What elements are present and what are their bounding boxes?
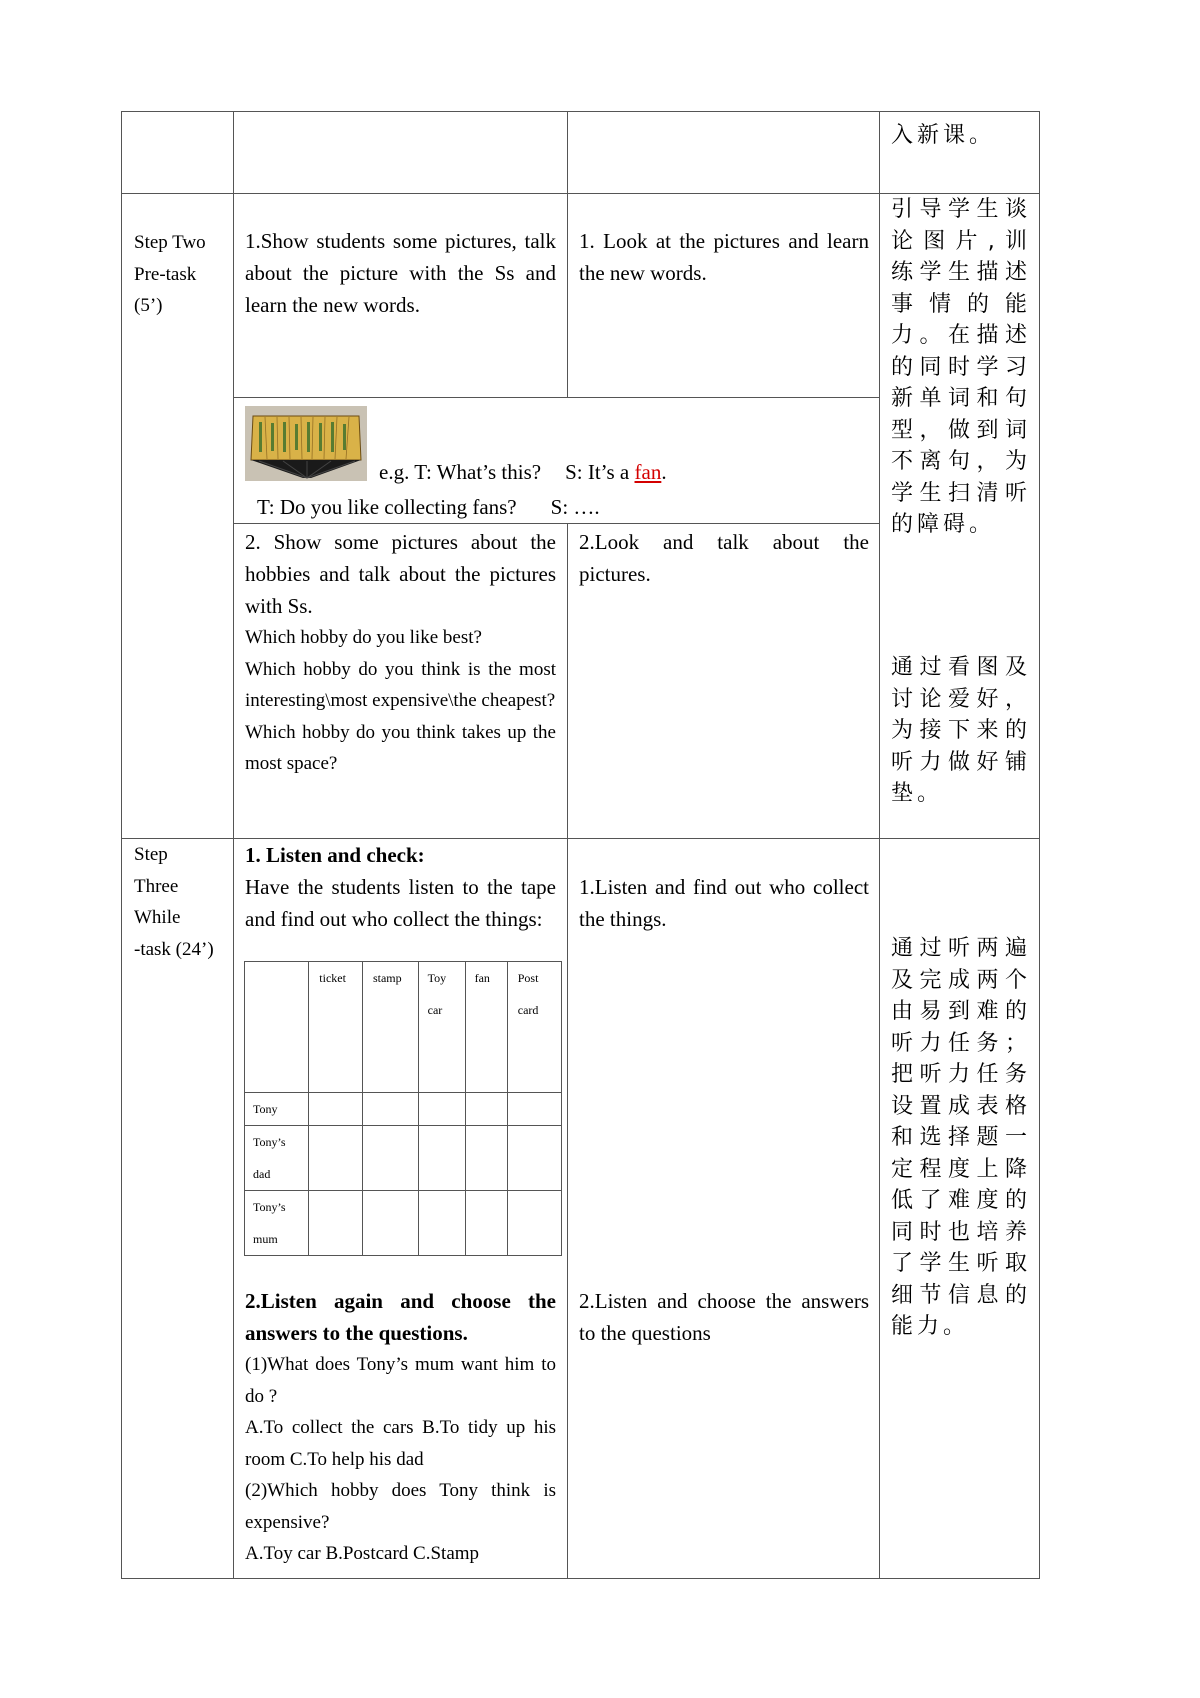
step-two-teacher-1-cell [233, 193, 568, 398]
table-header-ticket [309, 962, 363, 1093]
table-cell[interactable] [465, 1126, 507, 1191]
table-row [245, 1126, 562, 1191]
question-1: Which hobby do you like best? [245, 627, 482, 648]
table-cell[interactable] [507, 1191, 561, 1256]
step-three-student-2-text: 2.Listen and choose the answers to the questions [579, 1289, 869, 1345]
step-two-reason-1: 引导学生谈论图片,训练学生描述事情的能力。在描述的同时学习新单词和句型，做到词不离句，为学生扫清听的障碍。 [891, 197, 1031, 537]
step-two-teacher-2-text: 2. Show some pictures about the hobbies and talk about the pictures with Ss. [245, 530, 556, 618]
step-two-teacher-1-text: 1.Show students some pictures, talk about the picture with the Ss and learn the new words. [245, 229, 556, 317]
step-two-student-1-cell [567, 193, 880, 398]
table-header-toy-car [418, 962, 465, 1093]
table-cell[interactable] [507, 1093, 561, 1126]
step-two-reason-cell [879, 193, 1040, 839]
table-cell[interactable] [418, 1093, 465, 1126]
step-three-line-2: Three [134, 875, 179, 897]
table-header-stamp [362, 962, 418, 1093]
listening-check-table [244, 961, 562, 1256]
question-1-options: A.To collect the cars B.To tidy up his room C.To help his dad [245, 1417, 556, 1470]
row-label-tonys-mum [245, 1191, 309, 1256]
table-cell[interactable] [362, 1126, 418, 1191]
question-3: Which hobby do you think takes up the most space? [245, 721, 556, 774]
question-2-text: (2)Which hobby does Tony think is expensive? [245, 1480, 556, 1533]
table-row [245, 1191, 562, 1256]
table-cell[interactable] [309, 1126, 363, 1191]
row-label-tony: Tony [245, 1093, 309, 1126]
step-two-label-cell [121, 193, 234, 839]
task-2-block [245, 1285, 556, 1570]
step-three-student-1-text: 1.Listen and find out who collect the things. [579, 875, 869, 931]
question-1-text: (1)What does Tony’s mum want him to do ? [245, 1354, 556, 1407]
row1-step-cell [121, 111, 234, 194]
table-cell[interactable] [309, 1191, 363, 1256]
table-cell[interactable] [465, 1093, 507, 1126]
row1-reason-cell [879, 111, 1040, 194]
table-header-row [245, 962, 562, 1093]
example-student-answer-2: S: …. [550, 495, 600, 519]
step-two-label [134, 227, 229, 322]
row1-reason-text: 入新课。 [891, 123, 996, 148]
step-two-line-2: Pre-task [134, 263, 197, 285]
task-1-title: 1. Listen and check: [245, 843, 425, 867]
example-keyword: fan [634, 460, 662, 484]
example-teacher-question-2: T: Do you like collecting fans? [257, 495, 517, 519]
table-cell[interactable] [309, 1093, 363, 1126]
tonys-dad-label: Tony’s dad [253, 1135, 286, 1181]
table-cell[interactable] [362, 1191, 418, 1256]
row1-teacher-cell [233, 111, 568, 194]
task-2-title: 2.Listen again and choose the answers to the questions. [245, 1289, 556, 1345]
fan-label: fan [474, 971, 490, 985]
task-1-text: Have the students listen to the tape and find out who collect the things: [245, 875, 556, 931]
table-header-blank [245, 962, 309, 1093]
row1-student-cell [567, 111, 880, 194]
stamp-label: stamp [372, 971, 402, 985]
step-two-reason-2: 通过看图及讨论爱好，为接下来的听力做好铺垫。 [891, 655, 1031, 806]
table-cell[interactable] [507, 1126, 561, 1191]
post-card-label: Post card [517, 971, 539, 1017]
step-three-line-3: While [134, 907, 181, 928]
step-two-example-cell [233, 397, 880, 524]
table-cell[interactable] [362, 1093, 418, 1126]
question-2-options: A.Toy car B.Postcard C.Stamp [245, 1543, 480, 1564]
step-three-reason: 通过听两遍及完成两个由易到难的听力任务；把听力任务设置成表格和选择题一定程度上降低了难度的同时也培养了学生听取细节信息的能力。 [891, 936, 1031, 1339]
step-two-teacher-2-block [245, 526, 556, 780]
step-two-student-2-text: 2.Look and talk about the pictures. [579, 530, 869, 586]
table-cell[interactable] [465, 1191, 507, 1256]
step-two-student-2-cell [567, 523, 880, 839]
example-student-answer: S: It’s a [565, 460, 635, 484]
lesson-plan-table [121, 111, 1040, 1579]
question-2: Which hobby do you think is the most interesting\most expensive\the cheapest? [245, 658, 556, 711]
example-teacher-question: e.g. T: What’s this? [379, 460, 542, 484]
toy-car-label: Toy car [427, 971, 447, 1017]
ticket-label: ticket [319, 971, 346, 985]
step-three-student-cell [567, 838, 880, 1579]
example-line-2 [257, 491, 600, 523]
step-two-teacher-2-cell [233, 523, 568, 839]
task-1-block [245, 839, 556, 935]
example-line-1 [379, 456, 667, 488]
example-period: . [661, 460, 667, 484]
step-three-line-4: -task (24’) [134, 938, 214, 960]
step-three-line-1: Step [134, 844, 168, 865]
table-header-post-card [507, 962, 561, 1093]
table-cell[interactable] [418, 1126, 465, 1191]
step-three-label [134, 839, 234, 965]
fan-icon [245, 406, 367, 481]
step-three-reason-cell [879, 838, 1040, 1579]
table-row [245, 1093, 562, 1126]
step-two-line-1: Step Two [134, 232, 206, 253]
step-three-teacher-cell [233, 838, 568, 1579]
tonys-mum-label: Tony’s mum [253, 1200, 286, 1246]
table-header-fan [465, 962, 507, 1093]
table-cell[interactable] [418, 1191, 465, 1256]
step-three-label-cell [121, 838, 234, 1579]
row-label-tonys-dad [245, 1126, 309, 1191]
step-two-line-3: (5’) [134, 295, 163, 316]
step-two-student-1-text: 1. Look at the pictures and learn the new words. [579, 229, 869, 285]
